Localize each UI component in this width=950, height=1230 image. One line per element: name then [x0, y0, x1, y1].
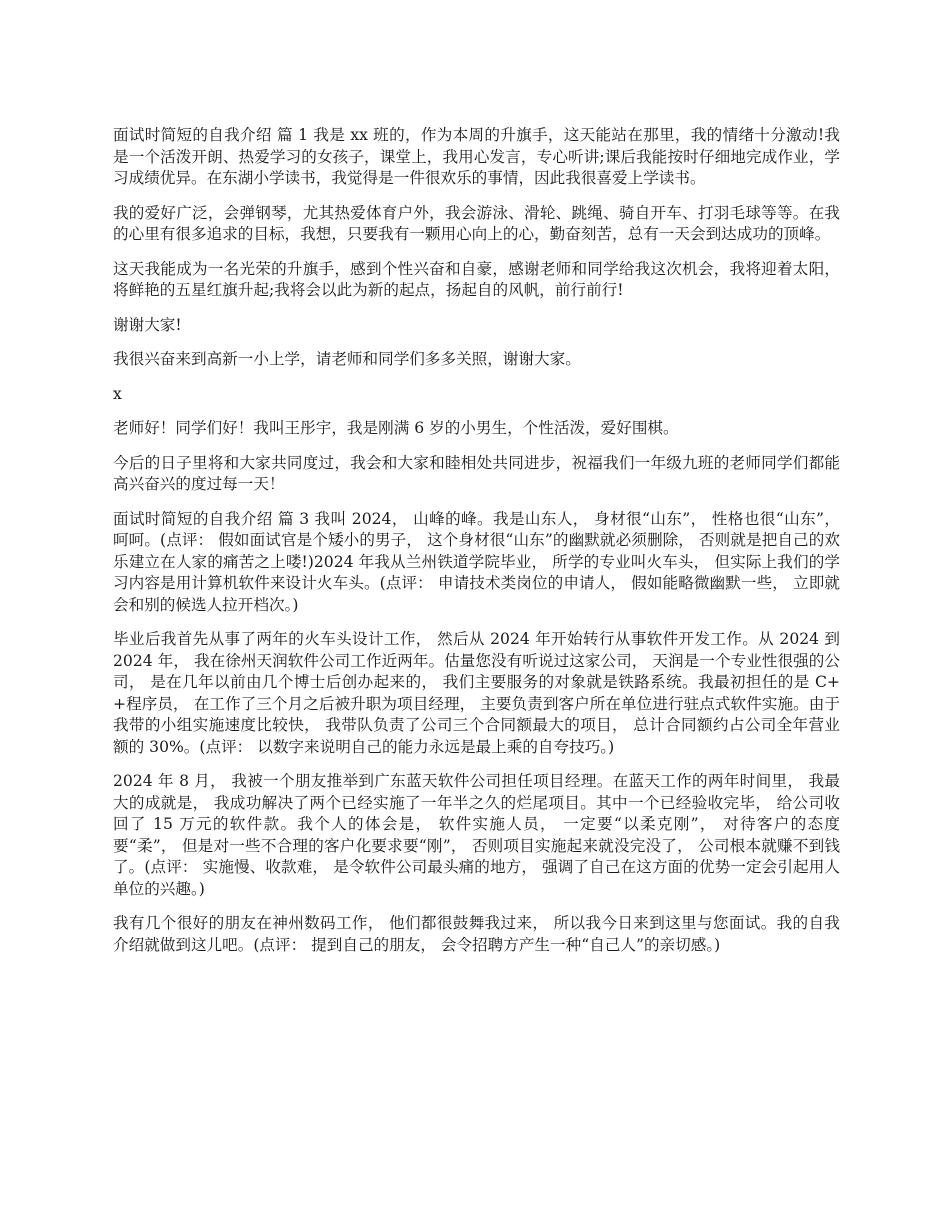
paragraph-1: 面试时简短的自我介绍 篇 1 我是 xx 班的，作为本周的升旗手，这天能站在那里，我的情绪十分激动!我是一个活泼开朗、热爱学习的女孩子，课堂上，我用心发言，专心听讲;课后我能按时仔细地完成作业，学习成绩优异。在东湖小学读书，我觉得是一件很欢乐的事情，因此我很喜爱上学读书。	[113, 126, 840, 187]
paragraph-3: 这天我能成为一名光荣的升旗手，感到个性兴奋和自豪，感谢老师和同学给我这次机会，我将迎着太阳，将鲜艳的五星红旗升起;我将会以此为新的起点，扬起自的风帆，前行前行!	[113, 259, 840, 299]
paragraph-2: 我的爱好广泛，会弹钢琴，尤其热爱体育户外，我会游泳、滑轮、跳绳、骑自开车、打羽毛球等等。在我的心里有很多追求的目标，我想，只要我有一颗用心向上的心，勤奋刻苦，总有一天会到达成功的顶峰。	[113, 203, 840, 243]
paragraph-7: 老师好！同学们好！我叫王彤宇，我是刚满 6 岁的小男生，个性活泼，爱好围棋。	[113, 419, 679, 437]
paragraph-6: x	[113, 384, 122, 403]
paragraph-5: 我很兴奋来到高新一小上学，请老师和同学们多多关照，谢谢大家。	[113, 350, 581, 368]
paragraph-12: 我有几个很好的朋友在神州数码工作， 他们都很鼓舞我过来， 所以我今日来到这里与您面试。我的自我介绍就做到这儿吧。(点评： 提到自己的朋友， 会令招聘方产生一种“自己人”的亲切感。)	[113, 914, 840, 954]
paragraph-8: 今后的日子里将和大家共同度过，我会和大家和睦相处共同进步，祝福我们一年级九班的老师同学们都能高兴奋兴的度过每一天！	[113, 453, 840, 493]
paragraph-11: 2024 年 8 月， 我被一个朋友推举到广东蓝天软件公司担任项目经理。在蓝天工作的两年时间里， 我最大的成就是， 我成功解决了两个已经实施了一年半之久的烂尾项目。其中一个已经验收完毕， 给公司收回了 15 万元的软件款。我个人的体会是， 软件实施人员， 一定要“以柔克刚”， 对待客户的态度要“柔”， 但是对一些不合理的客户化要求要“刚”， 否则项目实施起来就没完没了， 公司根本就赚不到钱了。(点评： 实施慢、收款难， 是令软件公司最头痛的地方， 强调了自己在这方面的优势一定会引起用人单位的兴趣。)	[113, 772, 840, 898]
paragraph-9: 面试时简短的自我介绍 篇 3 我叫 2024， 山峰的峰。我是山东人， 身材很“山东”， 性格也很“山东”， 呵呵。(点评： 假如面试官是个矮小的男子， 这个身材很“山东”的幽默就必须删除， 否则就是把自己的欢乐建立在人家的痛苦之上喽!)2024 年我从兰州铁道学院毕业， 所学的专业叫火车头， 但实际上我们的学习内容是用计算机软件来设计火车头。(点评： 申请技术类岗位的申请人， 假如能略微幽默一些， 立即就会和别的候选人拉开档次。)	[113, 509, 840, 614]
paragraph-10: 毕业后我首先从事了两年的火车头设计工作， 然后从 2024 年开始转行从事软件开发工作。从 2024 到 2024 年， 我在徐州天润软件公司工作近两年。估量您没有听说过这家公司， 天润是一个专业性很强的公司， 是在几年以前由几个博士后创办起来的， 我们主要服务的对象就是铁路系统。我最初担任的是 C++程序员， 在工作了三个月之后被升职为项目经理， 主要负责到客户所在单位进行驻点式软件实施。由于我带的小组实施速度比较快， 我带队负责了公司三个合同额最大的项目， 总计合同额约占公司全年营业额的 30%。(点评： 以数字来说明自己的能力永远是最上乘的自夸技巧。)	[113, 630, 840, 756]
paragraph-4: 谢谢大家!	[113, 315, 182, 334]
document-body	[113, 125, 840, 969]
